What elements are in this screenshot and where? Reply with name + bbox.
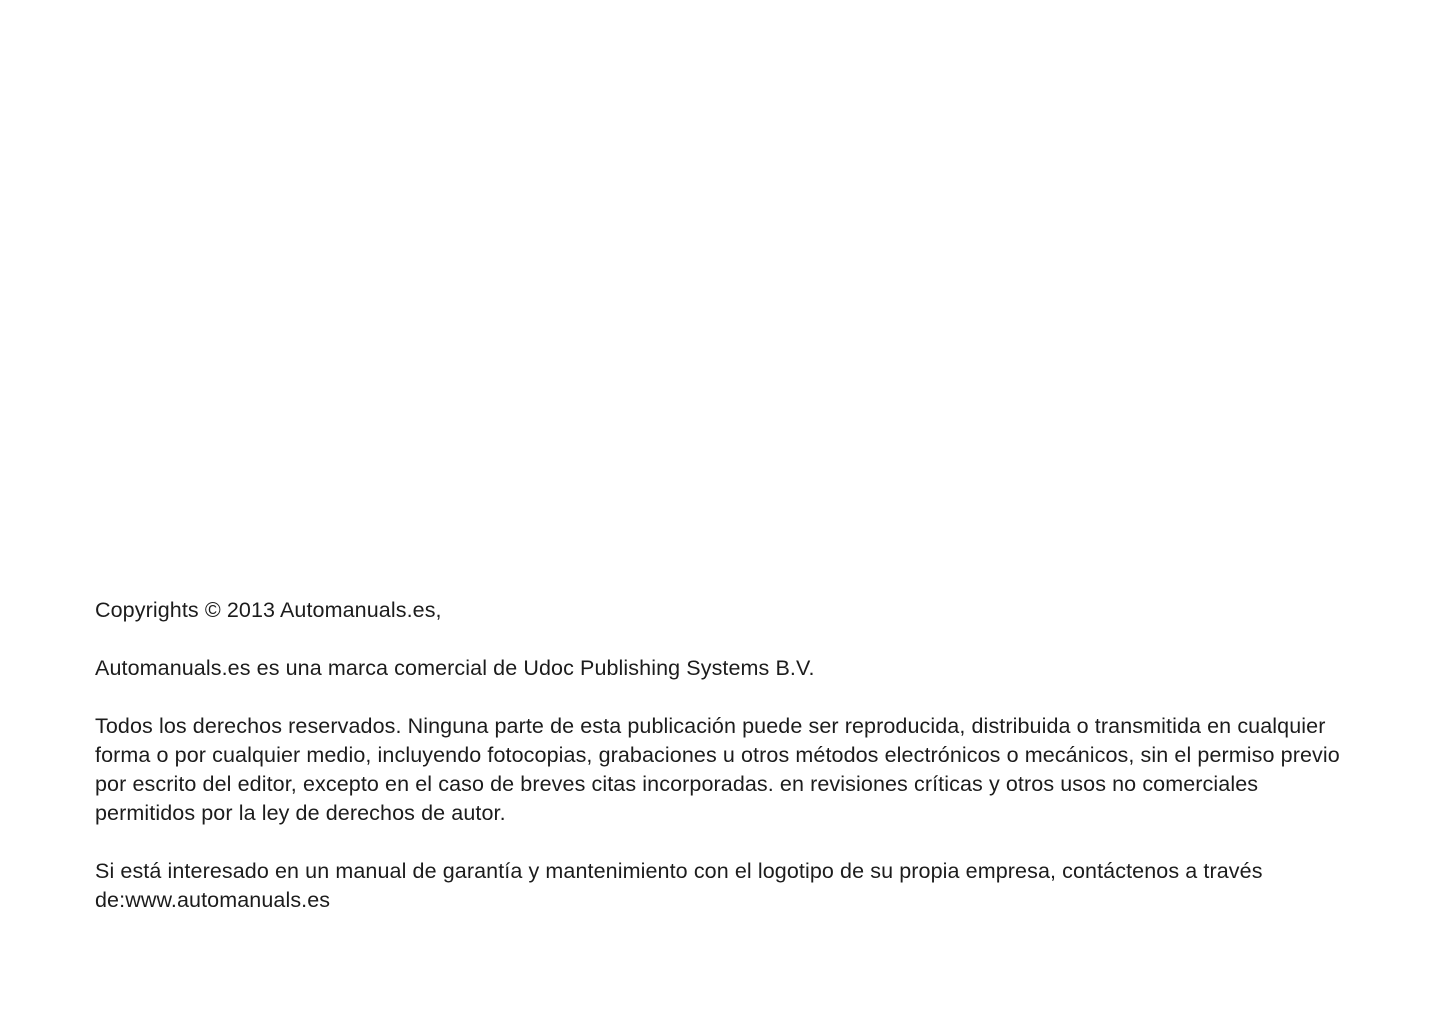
brand-line: Automanuals.es es una marca comercial de Udoc Publishing Systems B.V. <box>95 656 815 680</box>
copyright-line: Copyrights © 2013 Automanuals.es, <box>95 598 442 622</box>
contact-paragraph: Si está interesado en un manual de garantía y mantenimiento con el logotipo de su propia empresa, contáctenos a través de:www.automanuals.es <box>95 859 1263 912</box>
copyright-notice <box>95 596 1355 915</box>
rights-reserved-paragraph: Todos los derechos reservados. Ninguna parte de esta publicación puede ser reproducida, distribuida o transmitida en cualquier forma o por cualquier medio, incluyendo fotocopias, grabaciones u otros métodos electrónicos o mecánicos, sin el permiso previo por escrito del editor, excepto en el caso de breves citas incorporadas. en revisiones críticas y otros usos no comerciales permitidos por la ley de derechos de autor. <box>95 714 1340 825</box>
